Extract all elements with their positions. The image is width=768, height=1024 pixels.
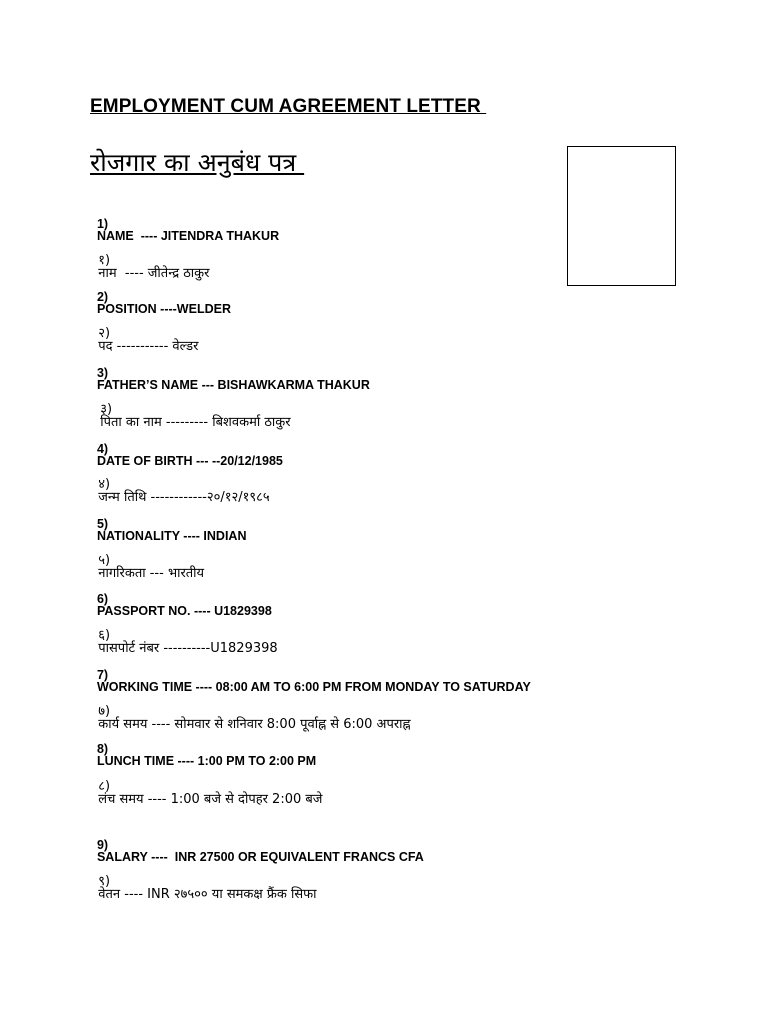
item-working-time-hi — [90, 692, 411, 731]
item-text: DATE OF BIRTH --- --20/12/1985 — [96, 454, 283, 468]
item-text: FATHER’S NAME --- BISHAWKARMA THAKUR — [96, 378, 370, 392]
item-father-name-en — [90, 354, 370, 392]
item-number: १) — [98, 253, 111, 268]
item-text: LUNCH TIME ---- 1:00 PM TO 2:00 PM — [96, 754, 317, 768]
item-text: जन्म तिथि ------------२०/१२/१९८५ — [98, 490, 270, 505]
item-text: वेतन ---- INR २७५०० या समकक्ष फ्रैंक सिफा — [98, 887, 317, 902]
item-text: लंच समय ---- 1:00 बजे से दोपहर 2:00 बजे — [98, 792, 323, 807]
item-number: ३) — [100, 402, 113, 417]
item-number: 5) — [96, 516, 109, 531]
item-text: कार्य समय ---- सोमवार से शनिवार 8:00 पूर्वाह्न से 6:00 अपराह्न — [98, 717, 411, 732]
item-salary-hi — [90, 862, 317, 901]
item-number: २) — [98, 326, 111, 341]
item-number: 1) — [96, 216, 109, 231]
photo-placeholder-box — [567, 146, 676, 286]
item-number: ६) — [98, 628, 111, 643]
document-title-hindi: रोजगार का अनुबंध पत्र — [90, 148, 305, 177]
item-text: NAME ---- JITENDRA THAKUR — [96, 229, 280, 243]
item-nationality-en — [90, 505, 246, 543]
item-position-hi — [90, 314, 198, 353]
item-text: नाम ---- जीतेन्द्र ठाकुर — [98, 266, 210, 281]
item-lunch-time-en — [90, 730, 316, 768]
item-text: NATIONALITY ---- INDIAN — [96, 529, 247, 543]
item-number: 9) — [96, 837, 109, 852]
item-position-en — [90, 278, 231, 316]
document-title-english: EMPLOYMENT CUM AGREEMENT LETTER — [90, 96, 487, 117]
item-name-hi — [90, 241, 209, 280]
item-dob-hi — [90, 465, 270, 504]
item-number: 4) — [96, 441, 109, 456]
item-number: ४) — [98, 477, 111, 492]
item-nationality-hi — [90, 541, 204, 580]
item-text: नागरिकता --- भारतीय — [98, 566, 205, 581]
item-text: POSITION ----WELDER — [96, 302, 231, 316]
item-lunch-time-hi — [90, 767, 322, 806]
item-number: ८) — [98, 779, 111, 794]
item-text: WORKING TIME ---- 08:00 AM TO 6:00 PM FROM MONDAY TO SATURDAY — [96, 680, 531, 694]
item-number: 6) — [96, 591, 109, 606]
item-name-en — [90, 205, 279, 243]
item-number: 7) — [96, 667, 109, 682]
item-passport-en — [90, 580, 272, 618]
item-text: पिता का नाम --------- बिशवकर्मा ठाकुर — [100, 415, 291, 430]
item-number: 8) — [96, 741, 109, 756]
item-number: 3) — [96, 365, 109, 380]
item-working-time-en — [90, 656, 531, 694]
item-number: ७) — [98, 704, 111, 719]
item-dob-en — [90, 430, 283, 468]
item-text: SALARY ---- INR 27500 OR EQUIVALENT FRANCS CFA — [96, 850, 424, 864]
item-salary-en — [90, 826, 424, 864]
item-number: 2) — [96, 289, 109, 304]
item-number: ९) — [98, 874, 111, 889]
item-text: पासपोर्ट नंबर ----------U1829398 — [98, 641, 278, 656]
item-text: पद ----------- वेल्डर — [98, 339, 199, 354]
item-text: PASSPORT NO. ---- U1829398 — [96, 604, 272, 618]
item-passport-hi — [90, 616, 278, 655]
item-father-name-hi — [92, 390, 291, 429]
item-number: ५) — [98, 553, 111, 568]
